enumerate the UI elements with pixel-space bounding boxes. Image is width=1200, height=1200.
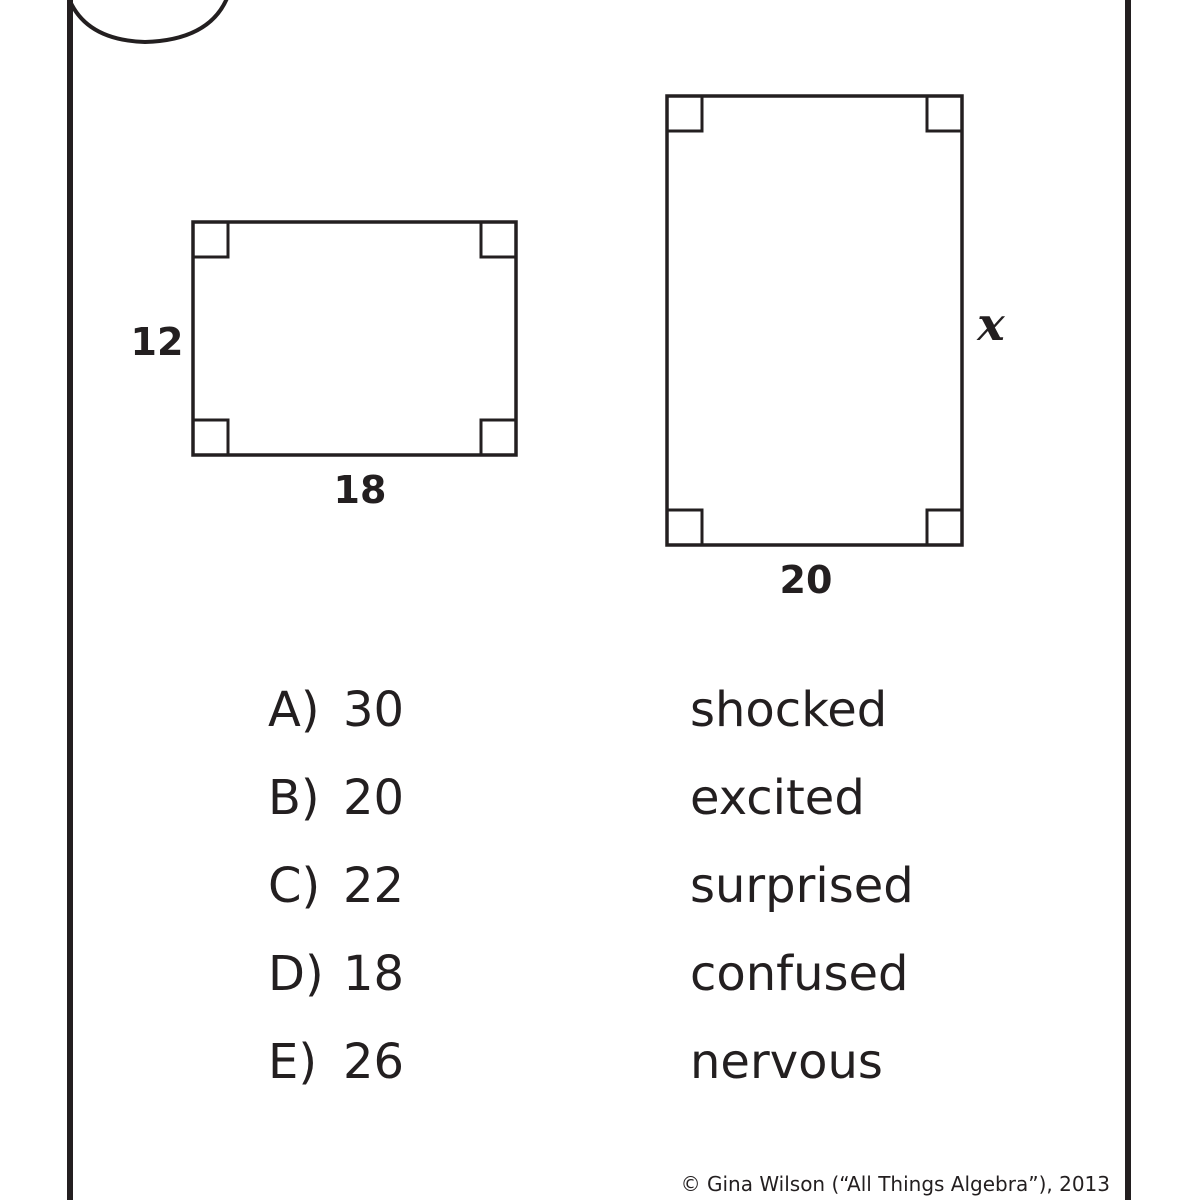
- choice-a-word: shocked: [690, 682, 888, 738]
- small-side-label: 12: [130, 320, 184, 364]
- large-side-label: x: [977, 297, 1005, 351]
- choice-e-letter: E): [268, 1034, 318, 1090]
- choice-c-value: 22: [343, 858, 405, 914]
- choice-b-letter: B): [268, 770, 320, 826]
- choice-a-value: 30: [343, 682, 405, 738]
- large-bottom-label: 20: [779, 558, 833, 602]
- rectangle-small: [131, 222, 516, 512]
- number-badge-oval: [66, 0, 230, 42]
- choice-d-letter: D): [268, 946, 324, 1002]
- choice-e-word: nervous: [690, 1034, 883, 1090]
- answer-choices: [268, 682, 914, 1090]
- choice-d-word: confused: [690, 946, 909, 1002]
- choice-a-letter: A): [268, 682, 320, 738]
- choice-c-word: surprised: [690, 858, 914, 914]
- choice-b-word: excited: [690, 770, 865, 826]
- choice-c-letter: C): [268, 858, 321, 914]
- choice-b-value: 20: [343, 770, 405, 826]
- rectangle-large: [667, 96, 1005, 602]
- small-bottom-label: 18: [333, 468, 387, 512]
- card-border: [70, 0, 1128, 1200]
- right-angle-marks-small: [193, 222, 516, 455]
- copyright-credit: © Gina Wilson (“All Things Algebra”), 2013: [680, 1172, 1110, 1196]
- right-angle-marks-large: [667, 96, 962, 545]
- choice-d-value: 18: [343, 946, 405, 1002]
- choice-e-value: 26: [343, 1034, 405, 1090]
